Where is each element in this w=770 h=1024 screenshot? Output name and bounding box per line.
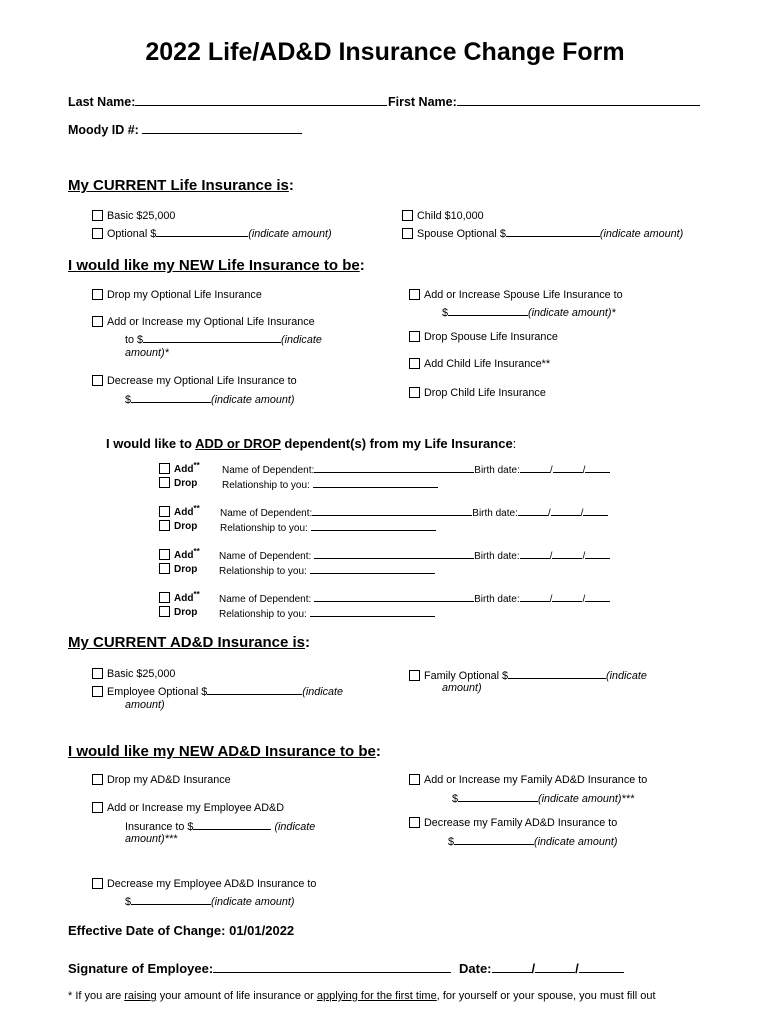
date-row: Date: / /	[459, 961, 624, 976]
checkbox[interactable]	[159, 506, 170, 517]
add-optional-life[interactable]: Add or Increase my Optional Life Insurance	[92, 316, 315, 328]
last-name-row	[68, 94, 387, 109]
dependent-name-field[interactable]	[314, 549, 474, 559]
add-family-add[interactable]: Add or Increase my Family AD&D Insurance to	[409, 774, 647, 786]
amount-field[interactable]	[143, 331, 281, 343]
amount-field[interactable]	[458, 790, 538, 802]
dependent-2-add[interactable]: Add**	[159, 504, 200, 518]
amount-field[interactable]	[508, 667, 606, 679]
current-life-child[interactable]: Child $10,000	[402, 210, 484, 222]
dependent-name-field[interactable]	[314, 463, 474, 473]
add-optional-life-line2: to $ (indicate	[125, 331, 322, 346]
drop-add[interactable]: Drop my AD&D Insurance	[92, 774, 231, 786]
birth-month-field[interactable]	[520, 549, 550, 559]
add-employee-add-line3: amount)***	[125, 833, 178, 845]
decrease-employee-add[interactable]: Decrease my Employee AD&D Insurance to	[92, 878, 316, 890]
current-life-basic[interactable]: Basic $25,000	[92, 210, 175, 222]
add-optional-life-line3: amount)*	[125, 347, 169, 359]
checkbox[interactable]	[409, 817, 420, 828]
new-life-heading: I would like my NEW Life Insurance to be:	[68, 257, 365, 274]
birth-day-field[interactable]	[552, 549, 582, 559]
checkbox[interactable]	[159, 563, 170, 574]
checkbox[interactable]	[92, 686, 103, 697]
dependent-name-field[interactable]	[314, 592, 474, 602]
dependent-1-relationship: Relationship to you:	[222, 478, 438, 491]
add-child-life[interactable]: Add Child Life Insurance**	[409, 358, 550, 370]
checkbox[interactable]	[92, 316, 103, 327]
dependent-4-add[interactable]: Add**	[159, 590, 200, 604]
add-employee-add-line2: Insurance to $ (indicate	[125, 818, 315, 833]
date-label: Date:	[459, 961, 492, 976]
checkbox[interactable]	[92, 210, 103, 221]
amount-field[interactable]	[131, 893, 211, 905]
first-name-label: First Name:	[388, 95, 457, 109]
moody-id-label: Moody ID #:	[68, 123, 139, 137]
checkbox[interactable]	[92, 668, 103, 679]
drop-spouse-life[interactable]: Drop Spouse Life Insurance	[409, 331, 558, 343]
current-life-spouse-optional[interactable]: Spouse Optional $ (indicate amount)	[402, 225, 683, 240]
current-add-family-optional[interactable]: Family Optional $ (indicate	[409, 667, 647, 682]
last-name-field[interactable]	[135, 94, 387, 106]
checkbox[interactable]	[409, 774, 420, 785]
checkbox[interactable]	[159, 549, 170, 560]
dependent-3-add[interactable]: Add**	[159, 547, 200, 561]
dependents-heading: I would like to ADD or DROP dependent(s) from my Life Insurance:	[106, 436, 517, 451]
relationship-field[interactable]	[313, 478, 438, 488]
amount-field[interactable]	[207, 683, 302, 695]
dependent-3-name: Name of Dependent: Birth date: / /	[219, 549, 610, 562]
current-add-family-optional-line2: amount)	[442, 682, 482, 694]
birth-year-field[interactable]	[583, 506, 608, 516]
birth-day-field[interactable]	[551, 506, 581, 516]
decrease-family-add-line2: $ (indicate amount)	[448, 833, 617, 848]
checkbox[interactable]	[409, 670, 420, 681]
add-spouse-life-line2: $ (indicate amount)*	[442, 304, 616, 319]
birth-month-field[interactable]	[520, 592, 550, 602]
current-add-employee-optional[interactable]: Employee Optional $ (indicate	[92, 683, 343, 698]
checkbox[interactable]	[402, 228, 413, 239]
birth-year-field[interactable]	[585, 549, 610, 559]
birth-month-field[interactable]	[518, 506, 548, 516]
checkbox[interactable]	[409, 331, 420, 342]
dependent-3-drop[interactable]: Drop	[159, 563, 197, 575]
checkbox[interactable]	[409, 387, 420, 398]
checkbox[interactable]	[159, 477, 170, 488]
relationship-field[interactable]	[310, 607, 435, 617]
add-employee-add[interactable]: Add or Increase my Employee AD&D	[92, 802, 284, 814]
birth-day-field[interactable]	[553, 463, 583, 473]
decrease-optional-life[interactable]: Decrease my Optional Life Insurance to	[92, 375, 297, 387]
drop-child-life[interactable]: Drop Child Life Insurance	[409, 387, 546, 399]
amount-field[interactable]	[156, 225, 248, 237]
dependent-name-field[interactable]	[312, 506, 472, 516]
dependent-2-drop[interactable]: Drop	[159, 520, 197, 532]
signature-row	[68, 961, 451, 976]
add-family-add-line2: $ (indicate amount)***	[452, 790, 634, 805]
current-life-heading: My CURRENT Life Insurance is:	[68, 177, 294, 194]
checkbox[interactable]	[159, 520, 170, 531]
checkbox[interactable]	[159, 463, 170, 474]
dependent-4-drop[interactable]: Drop	[159, 606, 197, 618]
checkbox[interactable]	[92, 774, 103, 785]
current-life-optional[interactable]: Optional $ (indicate amount)	[92, 225, 332, 240]
amount-field[interactable]	[448, 304, 528, 316]
decrease-employee-add-line2: $ (indicate amount)	[125, 893, 294, 908]
dependent-4-name: Name of Dependent: Birth date: / /	[219, 592, 610, 605]
date-year-field[interactable]	[579, 961, 624, 973]
birth-month-field[interactable]	[520, 463, 550, 473]
checkbox[interactable]	[92, 878, 103, 889]
amount-field[interactable]	[454, 833, 534, 845]
signature-label: Signature of Employee:	[68, 961, 214, 976]
checkbox[interactable]	[92, 802, 103, 813]
last-name-label: Last Name:	[68, 95, 136, 109]
checkbox[interactable]	[92, 289, 103, 300]
current-add-basic[interactable]: Basic $25,000	[92, 668, 175, 680]
add-spouse-life[interactable]: Add or Increase Spouse Life Insurance to	[409, 289, 623, 301]
amount-field[interactable]	[506, 225, 600, 237]
current-add-employee-optional-line2: amount)	[125, 699, 165, 711]
checkbox[interactable]	[409, 358, 420, 369]
checkbox[interactable]	[409, 289, 420, 300]
dependent-1-add[interactable]: Add**	[159, 461, 200, 475]
dependent-3-relationship: Relationship to you:	[219, 564, 435, 577]
first-name-field[interactable]	[457, 94, 700, 106]
new-add-heading: I would like my NEW AD&D Insurance to be:	[68, 743, 381, 760]
decrease-optional-life-line2: $ (indicate amount)	[125, 391, 294, 406]
moody-id-field[interactable]	[142, 122, 302, 134]
dependent-1-name: Name of Dependent: Birth date: / /	[222, 463, 610, 476]
footnote: * If you are raising your amount of life insurance or applying for the first time, for yourself or your spouse, you must fill out	[68, 990, 656, 1002]
checkbox[interactable]	[159, 592, 170, 603]
dependent-2-name: Name of Dependent: Birth date: / /	[220, 506, 608, 519]
relationship-field[interactable]	[310, 564, 435, 574]
birth-year-field[interactable]	[585, 592, 610, 602]
effective-date: Effective Date of Change: 01/01/2022	[68, 923, 295, 938]
dependent-4-relationship: Relationship to you:	[219, 607, 435, 620]
date-month-field[interactable]	[492, 961, 532, 973]
decrease-family-add[interactable]: Decrease my Family AD&D Insurance to	[409, 817, 617, 829]
amount-field[interactable]	[131, 391, 211, 403]
drop-optional-life[interactable]: Drop my Optional Life Insurance	[92, 289, 262, 301]
birth-day-field[interactable]	[552, 592, 582, 602]
current-add-heading: My CURRENT AD&D Insurance is:	[68, 634, 310, 651]
signature-field[interactable]	[213, 961, 451, 973]
first-name-row	[388, 94, 700, 109]
date-day-field[interactable]	[535, 961, 575, 973]
relationship-field[interactable]	[311, 521, 436, 531]
checkbox[interactable]	[402, 210, 413, 221]
moody-id-row	[68, 122, 302, 137]
dependent-2-relationship: Relationship to you:	[220, 521, 436, 534]
checkbox[interactable]	[92, 375, 103, 386]
page-title: 2022 Life/AD&D Insurance Change Form	[145, 38, 625, 66]
dependent-1-drop[interactable]: Drop	[159, 477, 197, 489]
checkbox[interactable]	[159, 606, 170, 617]
amount-field[interactable]	[193, 818, 271, 830]
birth-year-field[interactable]	[585, 463, 610, 473]
checkbox[interactable]	[92, 228, 103, 239]
